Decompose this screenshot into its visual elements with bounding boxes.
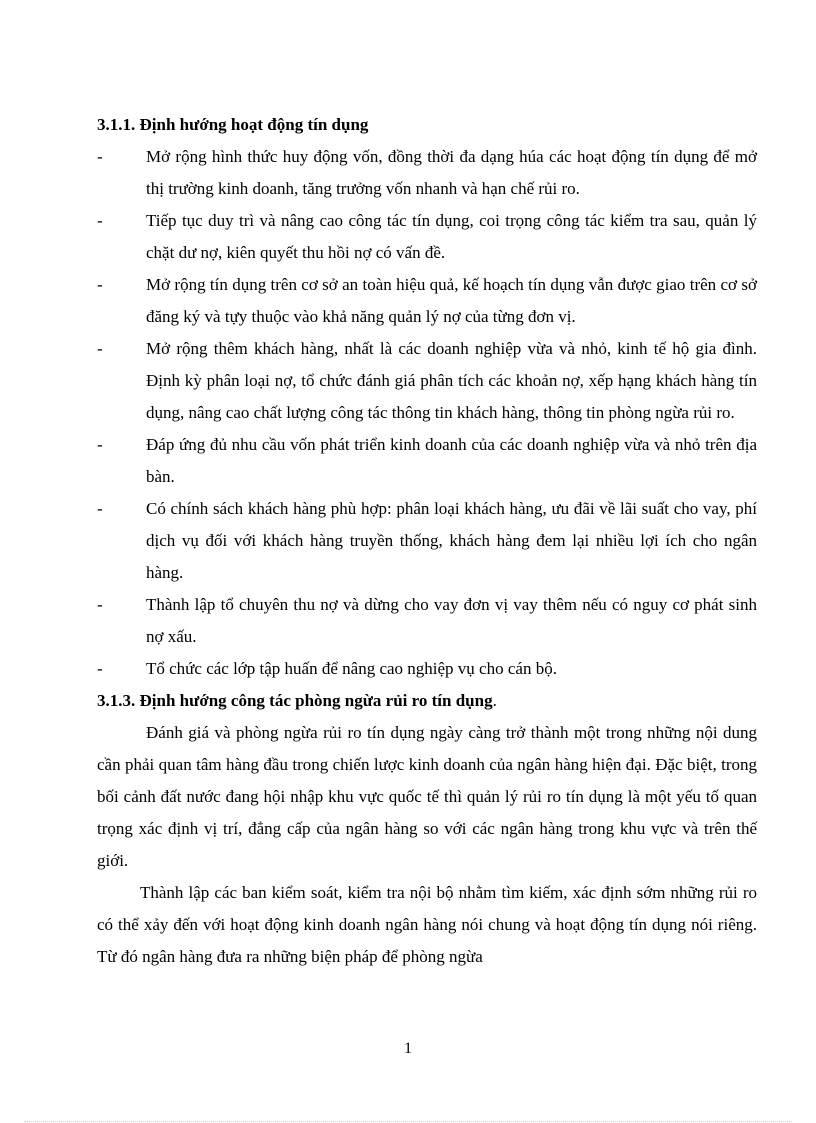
body-paragraph: Thành lập các ban kiểm soát, kiểm tra nội bộ nhằm tìm kiếm, xác định sớm những rủi ro có thể xảy đến với hoạt động kinh doanh ngân hàng nói chung và hoạt động tín dụng nói riêng. Từ đó ngân hàng đưa ra những biện pháp để phòng ngừa — [97, 883, 757, 966]
list-item-text: Mở rộng thêm khách hàng, nhất là các doanh nghiệp vừa và nhỏ, kinh tế hộ gia đình. Định kỳ phân loại nợ, tổ chức đánh giá phân tích các khoản nợ, xếp hạng khách hàng tín dụng, nâng cao chất lượng công tác thông tin khách hàng, thông tin phòng ngừa rủi ro. — [146, 339, 757, 422]
list-item — [97, 205, 757, 269]
list-item-text: Mở rộng hình thức huy động vốn, đồng thời đa dạng húa các hoạt động tín dụng để mở thị trường kinh doanh, tăng trưởng vốn nhanh và hạn chế rủi ro. — [146, 147, 757, 198]
list-item-text: Thành lập tổ chuyên thu nợ và dừng cho vay đơn vị vay thêm nếu có nguy cơ phát sinh nợ xấu. — [146, 595, 757, 646]
section-heading-period: . — [492, 691, 497, 710]
bullet-dash: - — [97, 211, 103, 230]
list-item-text: Tiếp tục duy trì và nâng cao công tác tín dụng, coi trọng công tác kiểm tra sau, quản lý chặt dư nợ, kiên quyết thu hồi nợ có vấn đề. — [146, 211, 757, 262]
document-body — [97, 109, 757, 973]
section-heading-credit-orientation: 3.1.1. Định hướng hoạt động tín dụng — [97, 115, 369, 134]
bullet-dash: - — [97, 595, 103, 614]
list-item — [97, 653, 757, 685]
list-item — [97, 429, 757, 493]
list-item-text: Đáp ứng đủ nhu cầu vốn phát triển kinh doanh của các doanh nghiệp vừa và nhỏ trên địa bàn. — [146, 435, 757, 486]
bullet-dash: - — [97, 275, 103, 294]
list-item-text: Có chính sách khách hàng phù hợp: phân loại khách hàng, ưu đãi về lãi suất cho vay, phí dịch vụ đối với khách hàng truyền thống, khách hàng đem lại nhiều lợi ích cho ngân hàng. — [146, 499, 757, 582]
page-number: 1 — [404, 1040, 412, 1057]
list-item — [97, 589, 757, 653]
section-heading-risk-prevention — [97, 685, 757, 717]
list-item — [97, 333, 757, 429]
page-bottom-rule — [24, 1121, 792, 1122]
list-item — [97, 269, 757, 333]
list-item-text: Mở rộng tín dụng trên cơ sở an toàn hiệu quả, kế hoạch tín dụng vẫn được giao trên cơ sở đăng ký và tựy thuộc vào khả năng quản lý nợ của từng đơn vị. — [146, 275, 757, 326]
bullet-dash: - — [97, 499, 103, 518]
list-item — [97, 493, 757, 589]
bullet-dash: - — [97, 659, 103, 678]
bullet-dash: - — [97, 339, 103, 358]
section-heading-text: 3.1.3. Định hướng công tác phòng ngừa rủi ro tín dụng — [97, 691, 493, 710]
bullet-dash: - — [97, 435, 103, 454]
body-paragraph: Đánh giá và phòng ngừa rủi ro tín dụng ngày càng trở thành một trong những nội dung cần phải quan tâm hàng đầu trong chiến lược kinh doanh của ngân hàng hiện đại. Đặc biệt, trong bối cảnh đất nước đang hội nhập khu vực quốc tế thì quản lý rủi ro tín dụng là một yếu tố quan trọng xác định vị trí, đẳng cấp của ngân hàng so với các ngân hàng trong khu vực và trên thế giới. — [97, 723, 757, 870]
list-item-text: Tổ chức các lớp tập huấn để nâng cao nghiệp vụ cho cán bộ. — [146, 659, 557, 678]
list-item — [97, 141, 757, 205]
bullet-dash: - — [97, 147, 103, 166]
